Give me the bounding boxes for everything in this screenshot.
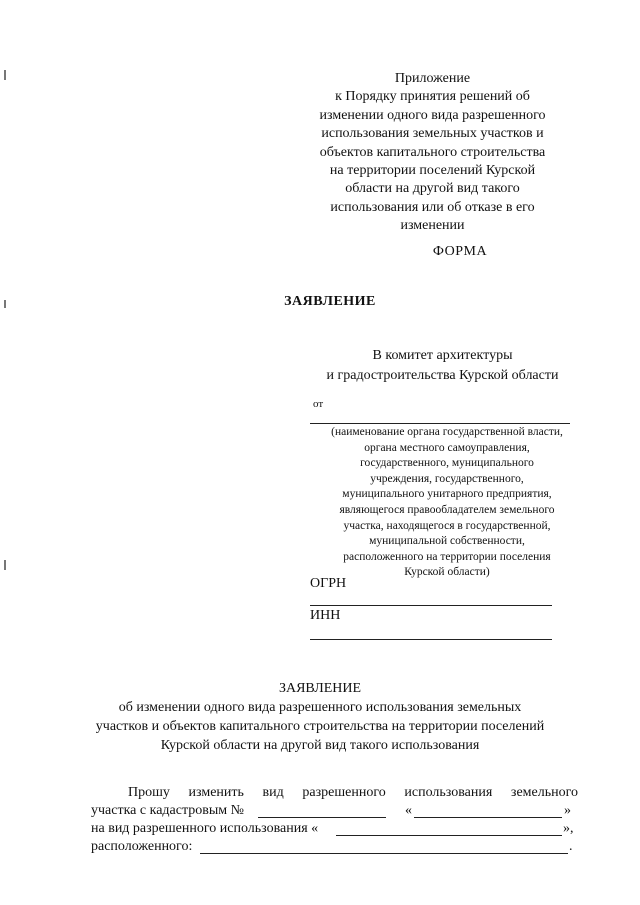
addressee-line: В комитет архитектуры (372, 348, 513, 363)
addressee-line: и градостроительства Курской области (326, 368, 559, 383)
document-title: ЗАЯВЛЕНИЕ (284, 294, 376, 309)
close-quote: » (564, 803, 571, 818)
scan-edge-mark (4, 300, 6, 308)
hint-line: государственного, муниципального (360, 457, 534, 470)
located-prefix: расположенного: (91, 839, 193, 854)
appendix-line: Приложение (394, 71, 471, 86)
hint-line: являющегося правообладателем земельного (339, 503, 555, 516)
hint-line: участка, находящегося в государственной, (343, 519, 551, 532)
appendix-line: области на другой вид такого (345, 181, 520, 197)
current-usage-field[interactable] (414, 817, 562, 818)
appendix-line: объектов капитального строительства (319, 144, 546, 160)
from-label: от (313, 398, 324, 410)
statement-line: об изменении одного вида разрешенного использования земельных (118, 700, 522, 715)
hint-line: учреждения, государственного, (370, 472, 524, 485)
hint-line: (наименование органа государственной власти, (331, 426, 563, 438)
cadastral-prefix: участка с кадастровым № (91, 803, 244, 818)
hint-line: Курской области) (404, 566, 490, 579)
new-usage-field[interactable] (336, 835, 562, 836)
appendix-line: использования или об отказе в его (330, 199, 535, 215)
addressee-block (300, 346, 585, 386)
appendix-line: на территории поселений Курской (329, 163, 536, 179)
cadastral-number-field[interactable] (258, 817, 386, 818)
scan-edge-mark (4, 70, 6, 80)
appendix-line: изменении (400, 218, 465, 234)
statement-line: Курской области на другой вид такого использования (160, 738, 480, 753)
hint-line: расположенного на территории поселения (343, 550, 551, 563)
location-field[interactable] (200, 853, 568, 854)
ogrn-field[interactable] (310, 605, 552, 606)
statement-title (60, 679, 580, 755)
ogrn-label: ОГРН (310, 576, 347, 591)
open-quote: « (405, 803, 412, 818)
applicant-hint (308, 425, 586, 581)
hint-line: муниципальной собственности, (369, 535, 525, 548)
form-label: ФОРМА (432, 244, 488, 259)
statement-heading: ЗАЯВЛЕНИЕ (278, 681, 362, 696)
appendix-line: изменении одного вида разрешенного (319, 107, 546, 123)
statement-line: участков и объектов капитального строительства на территории поселений (95, 719, 545, 734)
hint-line: органа местного самоуправления, (364, 441, 530, 454)
scan-edge-mark (4, 560, 6, 570)
inn-label: ИНН (310, 608, 341, 623)
applicant-name-field[interactable] (310, 423, 570, 424)
inn-field[interactable] (310, 639, 552, 640)
appendix-block (305, 70, 560, 236)
located-suffix: . (569, 839, 573, 854)
appendix-line: использования земельных участков и (321, 126, 544, 142)
usage-suffix: », (563, 821, 574, 836)
hint-line: муниципального унитарного предприятия, (342, 488, 552, 501)
appendix-line: к Порядку принятия решений об (335, 89, 530, 105)
body-para-start: Прошу изменить вид разрешенного использования земельного (128, 785, 578, 800)
usage-prefix: на вид разрешенного использования « (91, 821, 319, 836)
